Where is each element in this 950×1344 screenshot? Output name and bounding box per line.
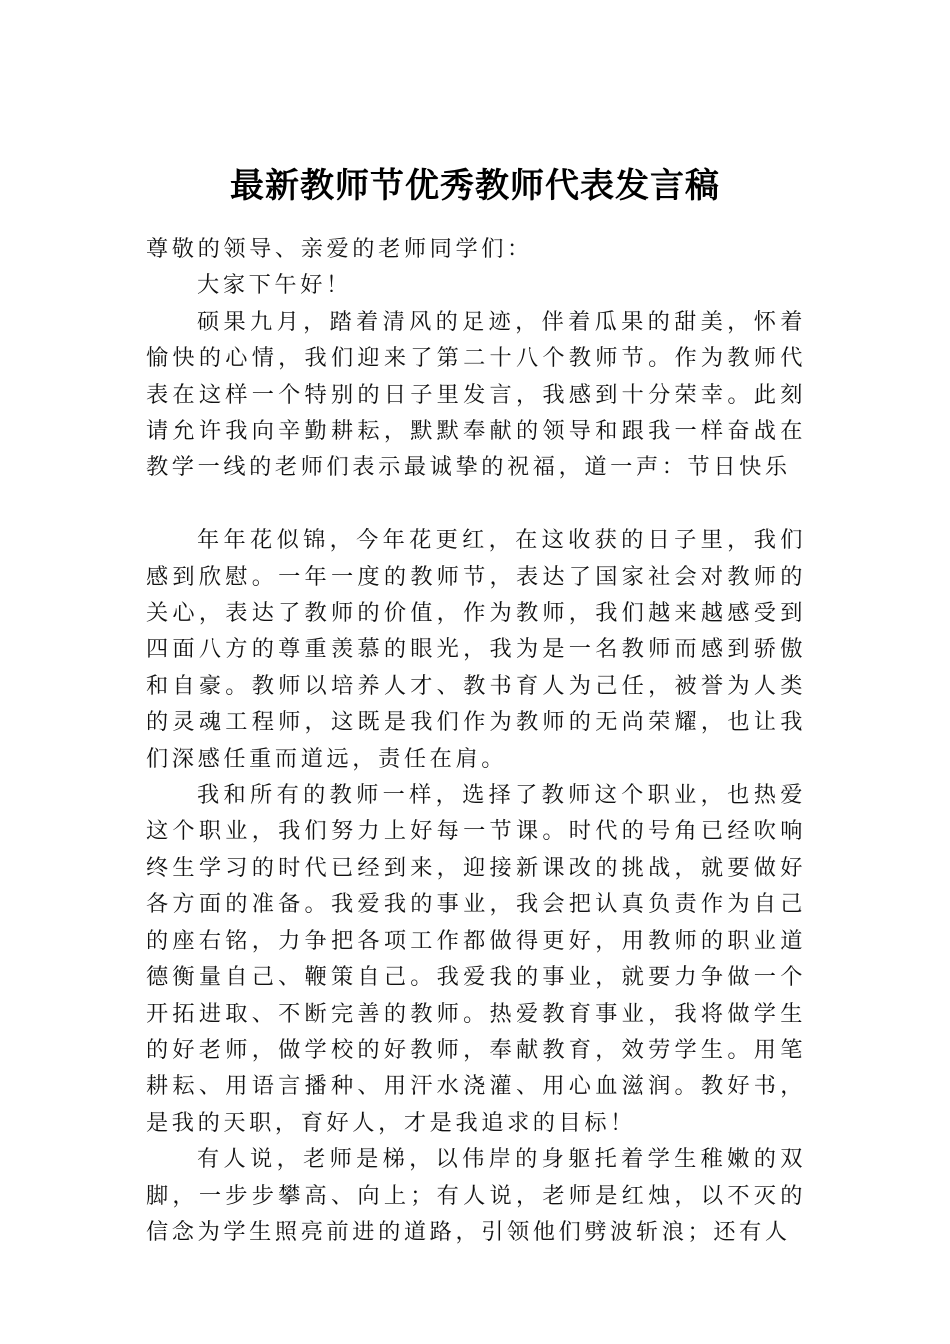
paragraph-3: 我和所有的教师一样，选择了教师这个职业，也热爱这个职业，我们努力上好每一节课。时代的号角已经吹响终生学习的时代已经到来，迎接新课改的挑战，就要做好各方面的准备。我爱我的事业，我会把认真负责作为自己的座右铭，力争把各项工作都做得更好，用教师的职业道德衡量自己、鞭策自己。我爱我的事业，就要力争做一个开拓进取、不断完善的教师。热爱教育事业，我将做学生的好老师，做学校的好教师，奉献教育，效劳学生。用笔耕耘、用语言播种、用汗水浇灌、用心血滋润。教好书，是我的天职，育好人，才是我追求的目标！ [146,782,806,1136]
greeting: 大家下午好！ [197,272,352,299]
paragraph-2: 年年花似锦，今年花更红，在这收获的日子里，我们感到欣慰。一年一度的教师节，表达了国家社会对教师的关心，表达了教师的价值，作为教师，我们越来越感受到四面八方的尊重羡慕的眼光，我为是一名教师而感到骄傲和自豪。教师以培养人才、教书育人为己任，被誉为人类的灵魂工程师，这既是我们作为教师的无尚荣耀，也让我们深感任重而道远，责任在肩。 [146,527,806,772]
salutation: 尊敬的领导、亲爱的老师同学们： [146,236,533,262]
page-title: 最新教师节优秀教师代表发言稿 [230,166,720,206]
paragraph-4: 有人说，老师是梯，以伟岸的身躯托着学生稚嫩的双脚，一步步攀高、向上；有人说，老师是红烛，以不灭的信念为学生照亮前进的道路，引领他们劈波斩浪；还有人 [146,1146,806,1245]
paragraph-1: 硕果九月，踏着清风的足迹，伴着瓜果的甜美，怀着愉快的心情，我们迎来了第二十八个教师节。作为教师代表在这样一个特别的日子里发言，我感到十分荣幸。此刻请允许我向辛勤耕耘，默默奉献的领导和跟我一样奋战在教学一线的老师们表示最诚挚的祝福，道一声：节日快乐 [146,308,806,481]
speech-body [146,231,806,1250]
